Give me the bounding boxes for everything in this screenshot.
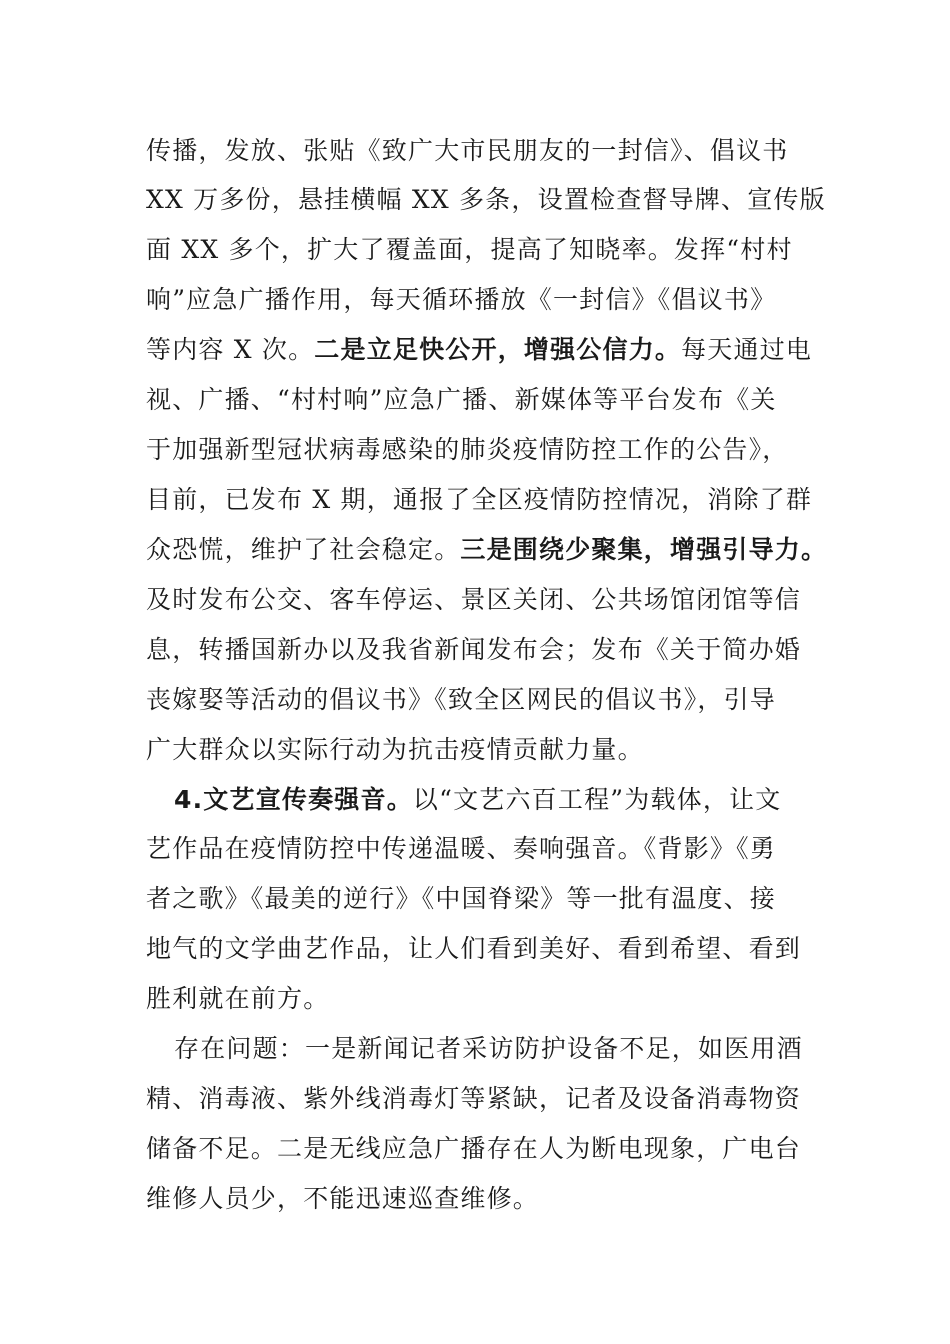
bold-heading-run: 三是围绕少聚集，增强引导力。 <box>460 535 828 564</box>
text-line: 响”应急广播作用，每天循环播放《一封信》《倡议书》 <box>146 285 777 314</box>
text-run: 众恐慌，维护了社会稳定。 <box>146 535 461 564</box>
text-line: 丧嫁娶等活动的倡议书》《致全区网民的倡议书》，引导 <box>146 685 777 714</box>
text-line: 艺作品在疫情防控中传递温暖、奏响强音。《背影》《勇 <box>146 834 777 863</box>
text-line: 储备不足。二是无线应急广播存在人为断电现象，广电台 <box>146 1134 802 1163</box>
text-line: 及时发布公交、客车停运、景区关闭、公共场馆闭馆等信 <box>146 585 802 614</box>
text-line <box>146 333 812 367</box>
text-line: 视、广播、“村村响”应急广播、新媒体等平台发布《关 <box>146 385 777 414</box>
text-line: XX 万多份，悬挂横幅 XX 多条，设置检查督导牌、宣传版 <box>146 185 826 214</box>
text-line: 精、消毒液、紫外线消毒灯等紧缺，记者及设备消毒物资 <box>146 1084 802 1113</box>
text-line: 维修人员少，不能迅速巡查维修。 <box>146 1184 540 1213</box>
text-run: 等内容 X 次。 <box>146 335 315 364</box>
text-line: 地气的文学曲艺作品，让人们看到美好、看到希望、看到 <box>146 934 802 963</box>
text-run: 以“文艺六百工程”为载体，让文 <box>412 785 782 814</box>
text-line: 于加强新型冠状病毒感染的肺炎疫情防控工作的公告》， <box>146 435 789 464</box>
text-line: 胜利就在前方。 <box>146 984 330 1013</box>
text-line: 面 XX 多个，扩大了覆盖面，提高了知晓率。发挥“村村 <box>146 235 793 264</box>
text-line: 传播，发放、张贴《致广大市民朋友的一封信》、倡议书 <box>146 136 789 165</box>
text-line <box>146 533 827 567</box>
text-line <box>174 783 781 817</box>
text-run: 每天通过电 <box>681 335 813 364</box>
section-heading: 4.文艺宣传奏强音。 <box>174 785 413 814</box>
bold-heading-run: 二是立足快公开，增强公信力。 <box>314 335 682 364</box>
text-line: 目前，已发布 X 期，通报了全区疫情防控情况，消除了群 <box>146 485 813 514</box>
text-line: 息，转播国新办以及我省新闻发布会；发布《关于简办婚 <box>146 635 802 664</box>
text-line: 广大群众以实际行动为抗击疫情贡献力量。 <box>146 735 644 764</box>
text-line: 存在问题：一是新闻记者采访防护设备不足，如医用酒 <box>174 1034 803 1063</box>
text-line: 者之歌》《最美的逆行》《中国脊梁》等一批有温度、接 <box>146 884 777 913</box>
